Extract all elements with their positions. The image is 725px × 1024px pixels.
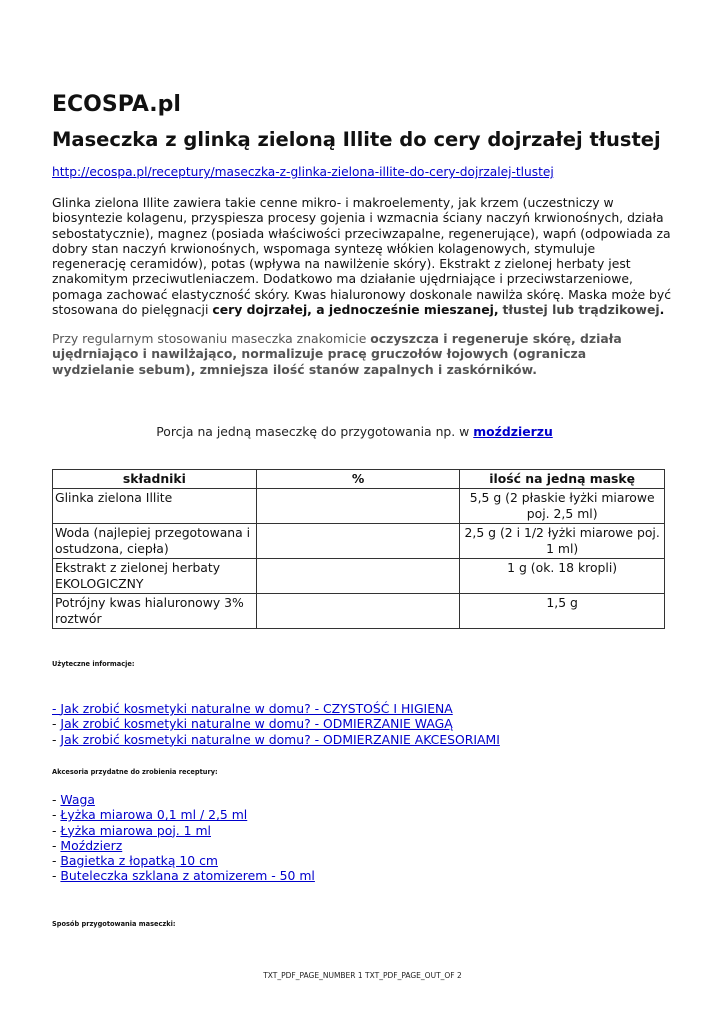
- list-item: - Łyżka miarowa 0,1 ml / 2,5 ml: [52, 807, 248, 823]
- site-title: ECOSPA.pl: [52, 92, 181, 117]
- glass-bottle-link[interactable]: Buteleczka szklana z atomizerem - 50 ml: [60, 868, 315, 884]
- ingredient-quantity: 1 g (ok. 18 kropli): [460, 559, 665, 594]
- measuring-spoon-01-link[interactable]: Łyżka miarowa 0,1 ml / 2,5 ml: [60, 807, 248, 823]
- description-end: .: [659, 302, 665, 318]
- ingredient-percent: [256, 594, 460, 629]
- header-quantity: ilość na jedną maskę: [460, 470, 665, 489]
- header-ingredients: składniki: [53, 470, 257, 489]
- spatula-rod-link[interactable]: Bagietka z łopatką 10 cm: [60, 853, 218, 869]
- portion-note: [52, 424, 657, 439]
- table-row: [53, 594, 665, 629]
- ingredient-percent: [256, 489, 460, 524]
- description-paragraph: [52, 195, 672, 317]
- document-title: Maseczka z glinką zieloną Illite do cery dojrzałej tłustej: [52, 128, 661, 151]
- table-row: [53, 559, 665, 594]
- table-header-row: [53, 470, 665, 489]
- ingredient-name: Woda (najlepiej przegotowana i ostudzona, ciepła): [53, 524, 257, 559]
- accessories-heading: Akcesoria przydatne do zrobienia receptury:: [52, 768, 218, 776]
- list-item: - Moździerz: [52, 837, 123, 853]
- benefits-paragraph: [52, 331, 672, 377]
- scale-link[interactable]: Waga: [60, 792, 95, 807]
- description-bold-oily-skin: tłustej lub trądzikowej: [502, 302, 660, 318]
- table-row: [53, 524, 665, 559]
- header-percent: %: [256, 470, 460, 489]
- list-item: - Jak zrobić kosmetyki naturalne w domu? - ODMIERZANIE WAGĄ: [52, 716, 453, 732]
- list-item: - Jak zrobić kosmetyki naturalne w domu? - ODMIERZANIE AKCESORIAMI: [52, 731, 500, 747]
- ingredient-name: Glinka zielona Illite: [53, 489, 257, 524]
- page-footer: TXT_PDF_PAGE_NUMBER 1 TXT_PDF_PAGE_OUT_OF 2: [263, 971, 462, 980]
- hygiene-link[interactable]: - Jak zrobić kosmetyki naturalne w domu? - CZYSTOŚĆ I HIGIENA: [52, 701, 453, 716]
- weighing-link[interactable]: Jak zrobić kosmetyki naturalne w domu? - ODMIERZANIE WAGĄ: [60, 716, 453, 732]
- description-text: Glinka zielona Illite zawiera takie cenne mikro- i makroelementy, jak krzem (uczestniczy w biosyntezie kolagenu, przyspiesza procesy gojenia i wzmacnia ściany naczyń krwionośnych, działa sebostatycznie), magnez (posiada właściwości przeciwzapalne, regenerujące), wapń (odpowiada za dobry stan naczyń krwionośnych, wspomaga syntezę włókien kolagenowych, stymuluje regenerację ceramidów), potas (wpływa na nawilżenie skóry). Ekstrakt z zielonej herbaty jest znakomitym przeciwutleniaczem. Dodatkowo ma działanie ujędrniające i przeciwstarzeniowe, pomaga zachować elastyczność skóry. Kwas hialuronowy doskonale nawilża skórę. Maska może być stosowana do pielęgnacji: [52, 195, 672, 318]
- portion-text: Porcja na jedną maseczkę do przygotowania np. w: [156, 424, 474, 439]
- ingredient-percent: [256, 559, 460, 594]
- list-item: - Bagietka z łopatką 10 cm: [52, 853, 218, 869]
- table-row: [53, 489, 665, 524]
- ingredient-quantity: 1,5 g: [460, 594, 665, 629]
- useful-info-links: [52, 701, 500, 747]
- preparation-heading: Sposób przygotowania maseczki:: [52, 920, 176, 928]
- accessories-links: [52, 792, 315, 884]
- list-item: - Buteleczka szklana z atomizerem - 50 ml: [52, 868, 315, 884]
- ingredient-percent: [256, 524, 460, 559]
- list-item: - Waga: [52, 792, 95, 807]
- benefits-bold: oczyszcza i regeneruje skórę, działa ujędrniająco i nawilżająco, normalizuje pracę gruczołów łojowych (ogranicza wydzielanie sebum), zmniejsza ilość stanów zapalnych i zaskórników.: [52, 331, 622, 377]
- benefits-intro: Przy regularnym stosowaniu maseczka znakomicie: [52, 331, 371, 346]
- list-item: [52, 701, 500, 716]
- ingredient-name: Ekstrakt z zielonej herbaty EKOLOGICZNY: [53, 559, 257, 594]
- mortar-link[interactable]: moździerzu: [473, 424, 553, 439]
- source-url-link[interactable]: http://ecospa.pl/receptury/maseczka-z-glinka-zielona-illite-do-cery-dojrzalej-tlustej: [52, 165, 554, 179]
- ingredient-name: Potrójny kwas hialuronowy 3% roztwór: [53, 594, 257, 629]
- measuring-spoon-1ml-link[interactable]: Łyżka miarowa poj. 1 ml: [60, 822, 211, 838]
- measuring-accessories-link[interactable]: Jak zrobić kosmetyki naturalne w domu? - ODMIERZANIE AKCESORIAMI: [60, 731, 500, 747]
- ingredients-table: [52, 469, 665, 629]
- description-bold-skin-type: cery dojrzałej, a jednocześnie mieszanej,: [212, 302, 499, 318]
- ingredient-quantity: 5,5 g (2 płaskie łyżki miarowe poj. 2,5 ml): [460, 489, 665, 524]
- ingredient-quantity: 2,5 g (2 i 1/2 łyżki miarowe poj. 1 ml): [460, 524, 665, 559]
- list-item: - Łyżka miarowa poj. 1 ml: [52, 822, 211, 838]
- mortar-accessory-link[interactable]: Moździerz: [60, 837, 123, 853]
- useful-info-heading: Użyteczne informacje:: [52, 660, 135, 668]
